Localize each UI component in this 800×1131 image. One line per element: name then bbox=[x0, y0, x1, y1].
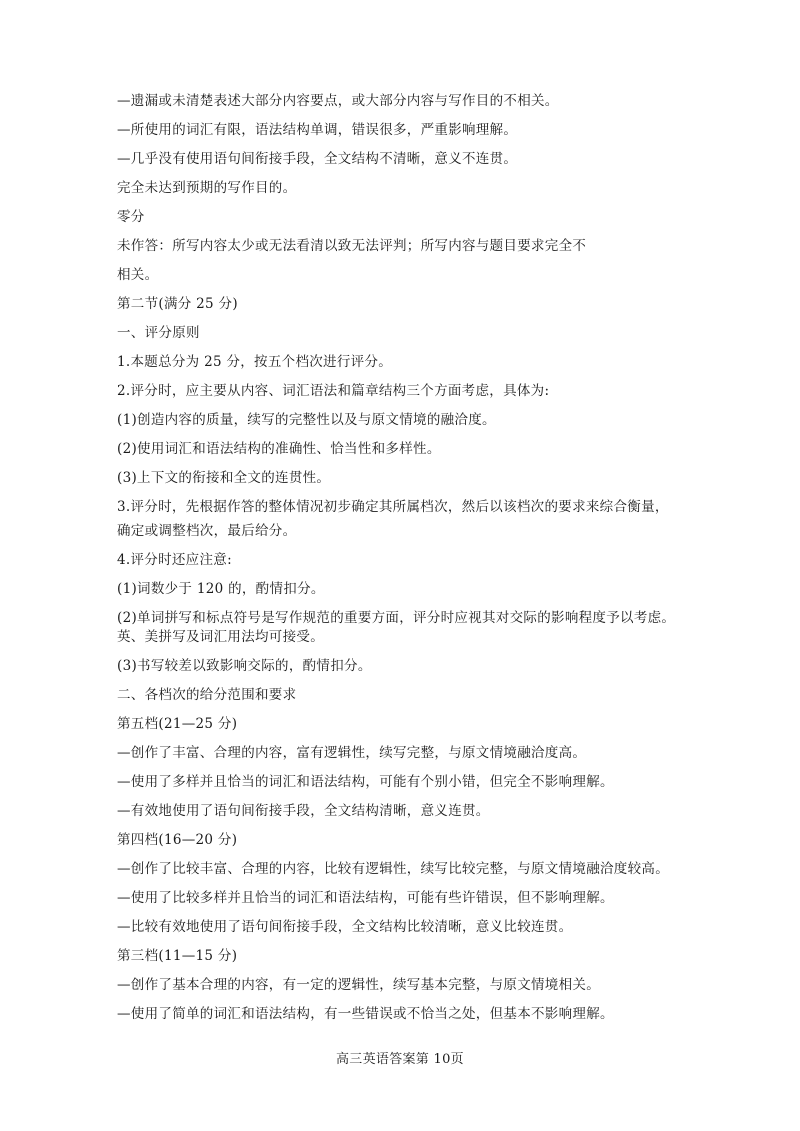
text-line: —使用了比较多样并且恰当的词汇和语法结构，可能有些许错误，但不影响理解。 bbox=[117, 890, 614, 906]
grade-heading: 第五档(21—25 分) bbox=[117, 716, 238, 732]
text-line: —所使用的词汇有限，语法结构单调，错误很多，严重影响理解。 bbox=[117, 122, 518, 138]
text-line: 英、美拼写及词汇用法均可接受。 bbox=[117, 629, 324, 645]
text-line: 完全未达到预期的写作目的。 bbox=[117, 180, 297, 196]
grade-heading: 第三档(11—15 分) bbox=[117, 948, 238, 964]
text-line: —使用了多样并且恰当的词汇和语法结构，可能有个别小错，但完全不影响理解。 bbox=[117, 774, 614, 790]
text-line: (1)词数少于 120 的，酌情扣分。 bbox=[117, 581, 325, 597]
grade-heading: 第四档(16—20 分) bbox=[117, 832, 238, 848]
section-heading: 二、各档次的给分范围和要求 bbox=[117, 687, 297, 703]
section-heading: 第二节(满分 25 分) bbox=[117, 296, 238, 312]
text-line: 2.评分时，应主要从内容、词汇语法和篇章结构三个方面考虑，具体为: bbox=[117, 383, 550, 399]
text-line: —遗漏或未清楚表述大部分内容要点，或大部分内容与写作目的不相关。 bbox=[117, 93, 559, 109]
text-line: (2)使用词汇和语法结构的准确性、恰当性和多样性。 bbox=[117, 441, 441, 457]
text-line: —几乎没有使用语句间衔接手段，全文结构不清晰，意义不连贯。 bbox=[117, 151, 518, 167]
text-line: —创作了比较丰富、合理的内容，比较有逻辑性，续写比较完整，与原文情境融洽度较高。 bbox=[117, 861, 669, 877]
text-line: 相关。 bbox=[117, 267, 159, 283]
text-line: —比较有效地使用了语句间衔接手段，全文结构比较清晰，意义比较连贯。 bbox=[117, 919, 573, 935]
text-line: 1.本题总分为 25 分，按五个档次进行评分。 bbox=[117, 354, 393, 370]
text-line: (2)单词拼写和标点符号是写作规范的重要方面，评分时应视其对交际的影响程度予以考虑。 bbox=[117, 610, 676, 626]
text-line: —使用了简单的词汇和语法结构，有一些错误或不恰当之处，但基本不影响理解。 bbox=[117, 1006, 614, 1022]
text-line: (3)书写较差以致影响交际的，酌情扣分。 bbox=[117, 658, 372, 674]
text-line: 未作答：所写内容太少或无法看清以致无法评判；所写内容与题目要求完全不 bbox=[117, 238, 587, 254]
text-line: —创作了丰富、合理的内容，富有逻辑性，续写完整，与原文情境融洽度高。 bbox=[117, 745, 587, 761]
section-heading: 一、评分原则 bbox=[117, 325, 200, 341]
text-line: 确定或调整档次，最后给分。 bbox=[117, 523, 297, 539]
text-line: —有效地使用了语句间衔接手段，全文结构清晰，意义连贯。 bbox=[117, 803, 490, 819]
text-line: 3.评分时，先根据作答的整体情况初步确定其所属档次，然后以该档次的要求来综合衡量， bbox=[117, 499, 669, 515]
document-body bbox=[117, 92, 697, 1034]
text-line: 4.评分时还应注意: bbox=[117, 552, 232, 568]
page-footer: 高三英语答案第 10页 bbox=[336, 1052, 464, 1067]
text-line: (1)创造内容的质量，续写的完整性以及与原文情境的融洽度。 bbox=[117, 412, 496, 428]
text-line: (3)上下文的衔接和全文的连贯性。 bbox=[117, 470, 331, 486]
text-line: 零分 bbox=[117, 209, 145, 225]
text-line: —创作了基本合理的内容，有一定的逻辑性，续写基本完整，与原文情境相关。 bbox=[117, 977, 600, 993]
